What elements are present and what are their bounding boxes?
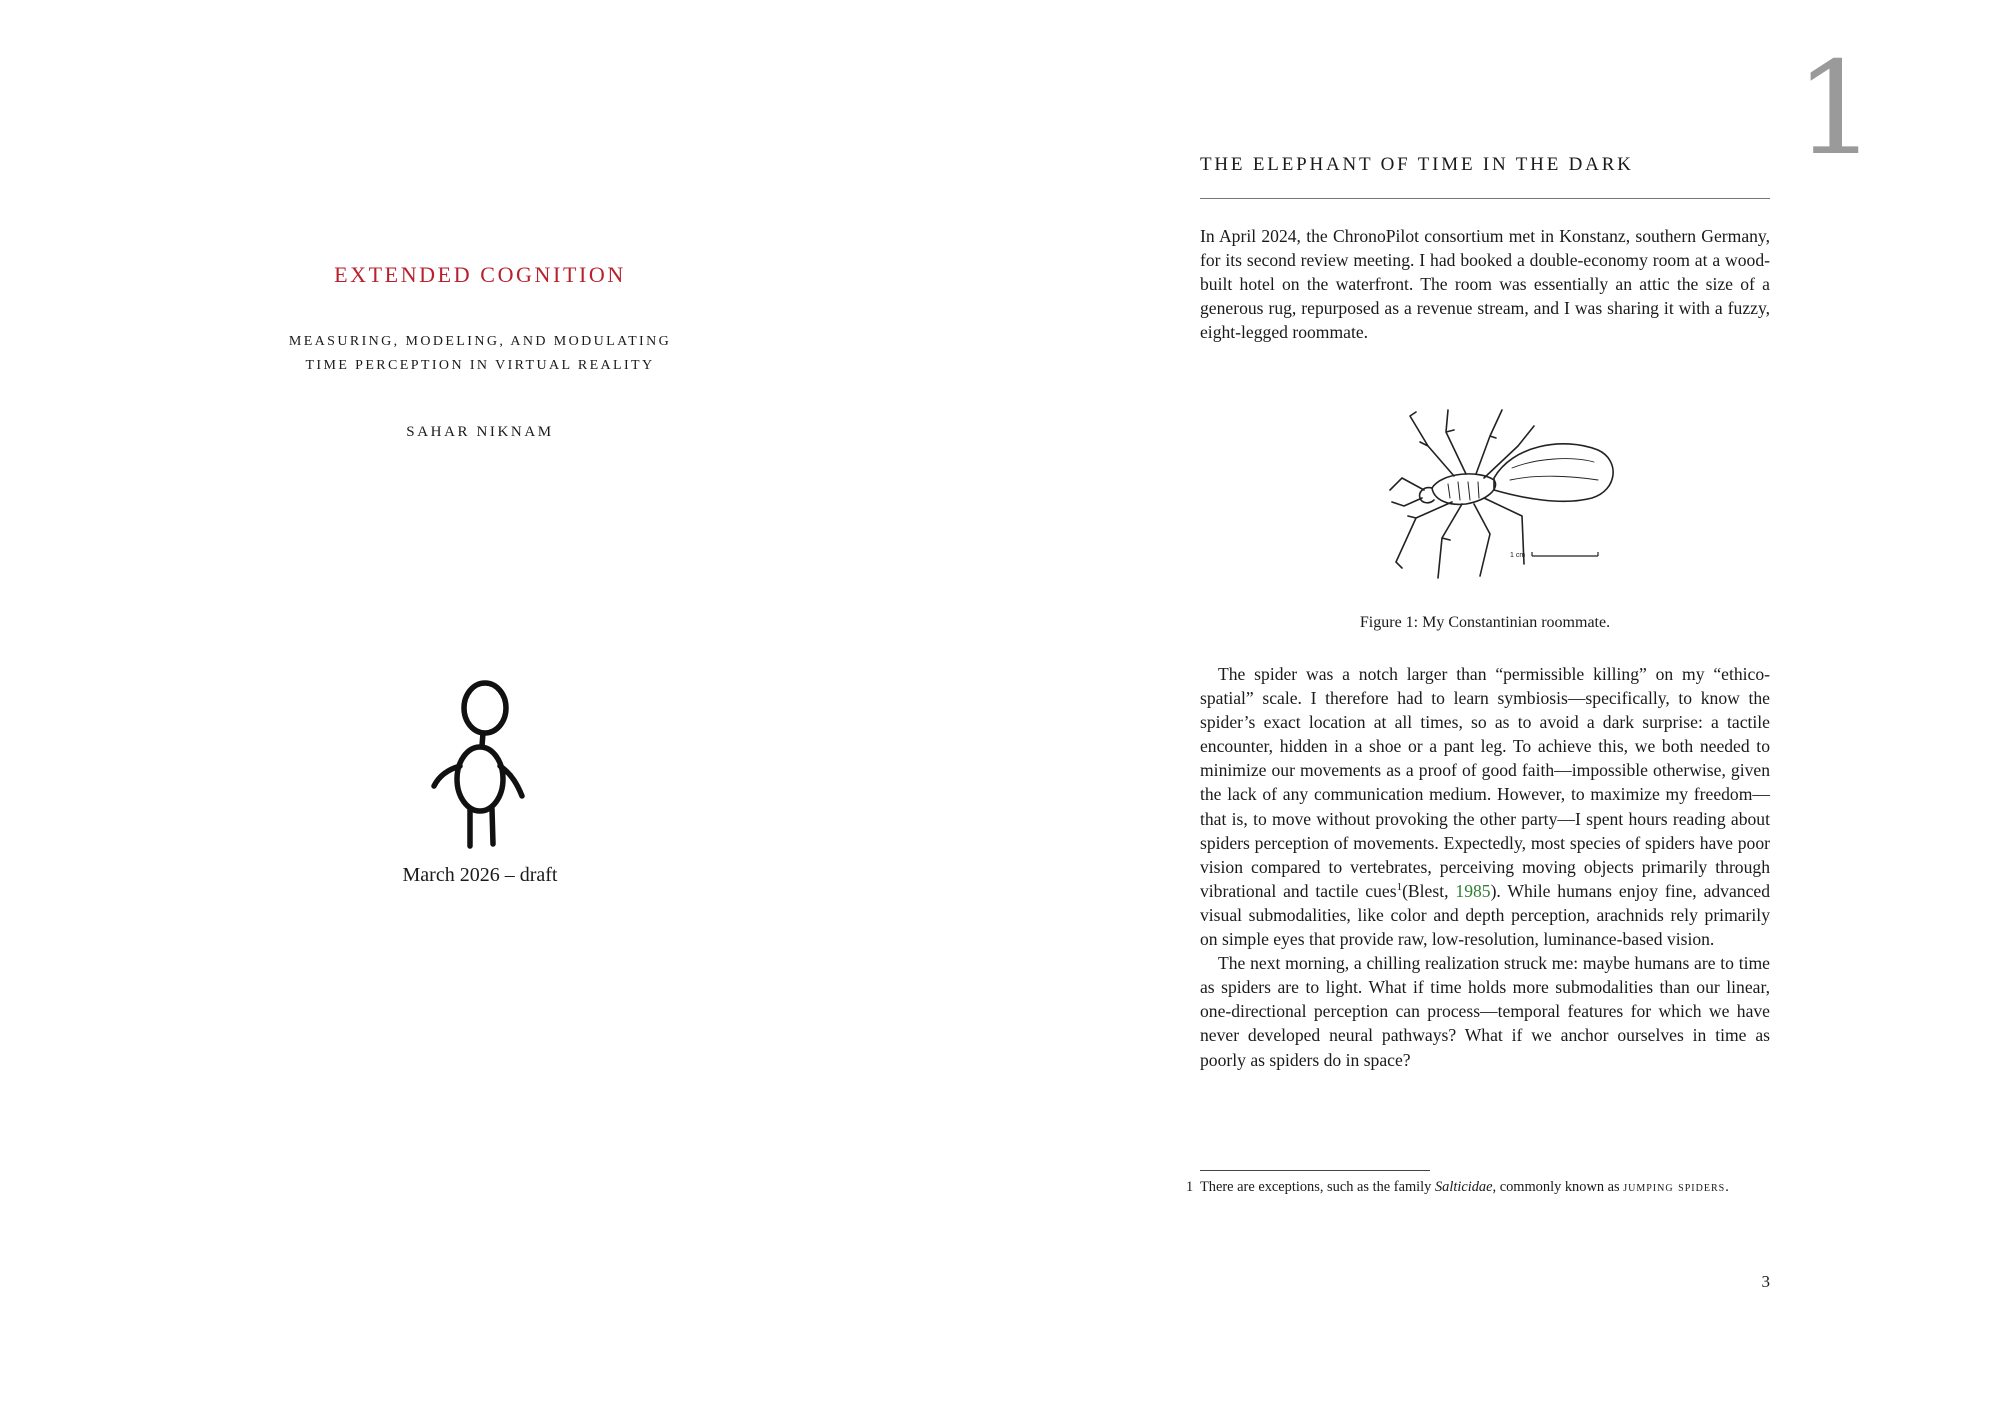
book-title: EXTENDED COGNITION xyxy=(334,262,626,287)
footnote-text-part: . xyxy=(1725,1179,1729,1195)
body-paragraph-2 xyxy=(1200,662,1770,1072)
footnote-text-part: There are exceptions, such as the family xyxy=(1200,1179,1435,1195)
paragraph-text-part: The spider was a notch larger than “permissible killing” on my “ethico-spatial” scale. I therefore had to learn symbiosis—specifically, to know the spider’s exact location at all times, so as to avoid a dark surprise: a tactile encounter, hidden in a shoe or a pant leg. To achieve this, we both needed to minimize our movements as a proof of good faith—impossible otherwise, given the lack of any communication medium. However, to maximize my freedom—that is, to move without provoking the other party—I spent hours reading about spiders perception of movements. Expectedly, most species of spiders have poor vision compared to vertebrates, perceiving moving objects primarily through vibrational and tactile cues xyxy=(1200,664,1770,901)
footnote-1 xyxy=(1186,1177,1770,1197)
footnote-italic-term: Salticidae xyxy=(1434,1179,1493,1195)
citation-year-link[interactable]: 1985 xyxy=(1455,880,1491,901)
stick-figure-icon xyxy=(420,678,536,852)
subtitle-line-1: MEASURING, MODELING, AND MODULATING xyxy=(288,334,672,349)
footnote-marker[interactable]: 1 xyxy=(1396,880,1403,893)
scale-label: 1 cm xyxy=(1510,552,1526,559)
author-name: SAHAR NIKNAM xyxy=(406,424,554,440)
spider-drawing-icon xyxy=(1362,406,1624,586)
paragraph-text-part: ). While humans enjoy fine, advanced visual submodalities, like color and depth perception, arachnids rely primarily on simple eyes that provide raw, low-resolution, luminance-based vision. xyxy=(1200,880,1770,950)
footnote-rule xyxy=(1200,1170,1430,1171)
footnote-text xyxy=(1200,1179,1729,1195)
figure-caption: Figure 1: My Constantinian roommate. xyxy=(1359,614,1611,631)
subtitle-line-2: TIME PERCEPTION IN VIRTUAL REALITY xyxy=(305,358,655,373)
title-page xyxy=(0,0,960,1415)
footnote-smallcaps-term: jumping spiders xyxy=(1623,1179,1726,1195)
figure-1 xyxy=(1362,406,1624,586)
footnote-text-part: , commonly known as xyxy=(1492,1179,1624,1195)
chapter-number: 1 xyxy=(1795,35,1877,184)
draft-date: March 2026 – draft xyxy=(402,864,558,886)
page-number: 3 xyxy=(1761,1272,1770,1291)
body-paragraph-3: The next morning, a chilling realization struck me: maybe humans are to time as spiders are to light. What if time holds more submodalities than our linear, one-directional perception can process—temporal features for which we have never developed neural pathways? What if we anchor ourselves in time as poorly as spiders do in space? xyxy=(1200,953,1770,1070)
paragraph-text: In April 2024, the ChronoPilot consortium met in Konstanz, southern Germany, for its second review meeting. I had booked a double-economy room at a wood-built hotel on the waterfront. The room was essentially an attic the size of a generous rug, repurposed as a revenue stream, and I was sharing it with a fuzzy, eight-legged roommate. xyxy=(1200,226,1770,343)
body-paragraph-1 xyxy=(1200,224,1770,344)
chapter-title: THE ELEPHANT OF TIME IN THE DARK xyxy=(1200,154,1634,175)
citation-open: (Blest, xyxy=(1402,880,1456,901)
footnote-number: 1 xyxy=(1186,1179,1194,1195)
chapter-rule xyxy=(1200,198,1770,199)
paragraph-text xyxy=(1200,662,1770,951)
